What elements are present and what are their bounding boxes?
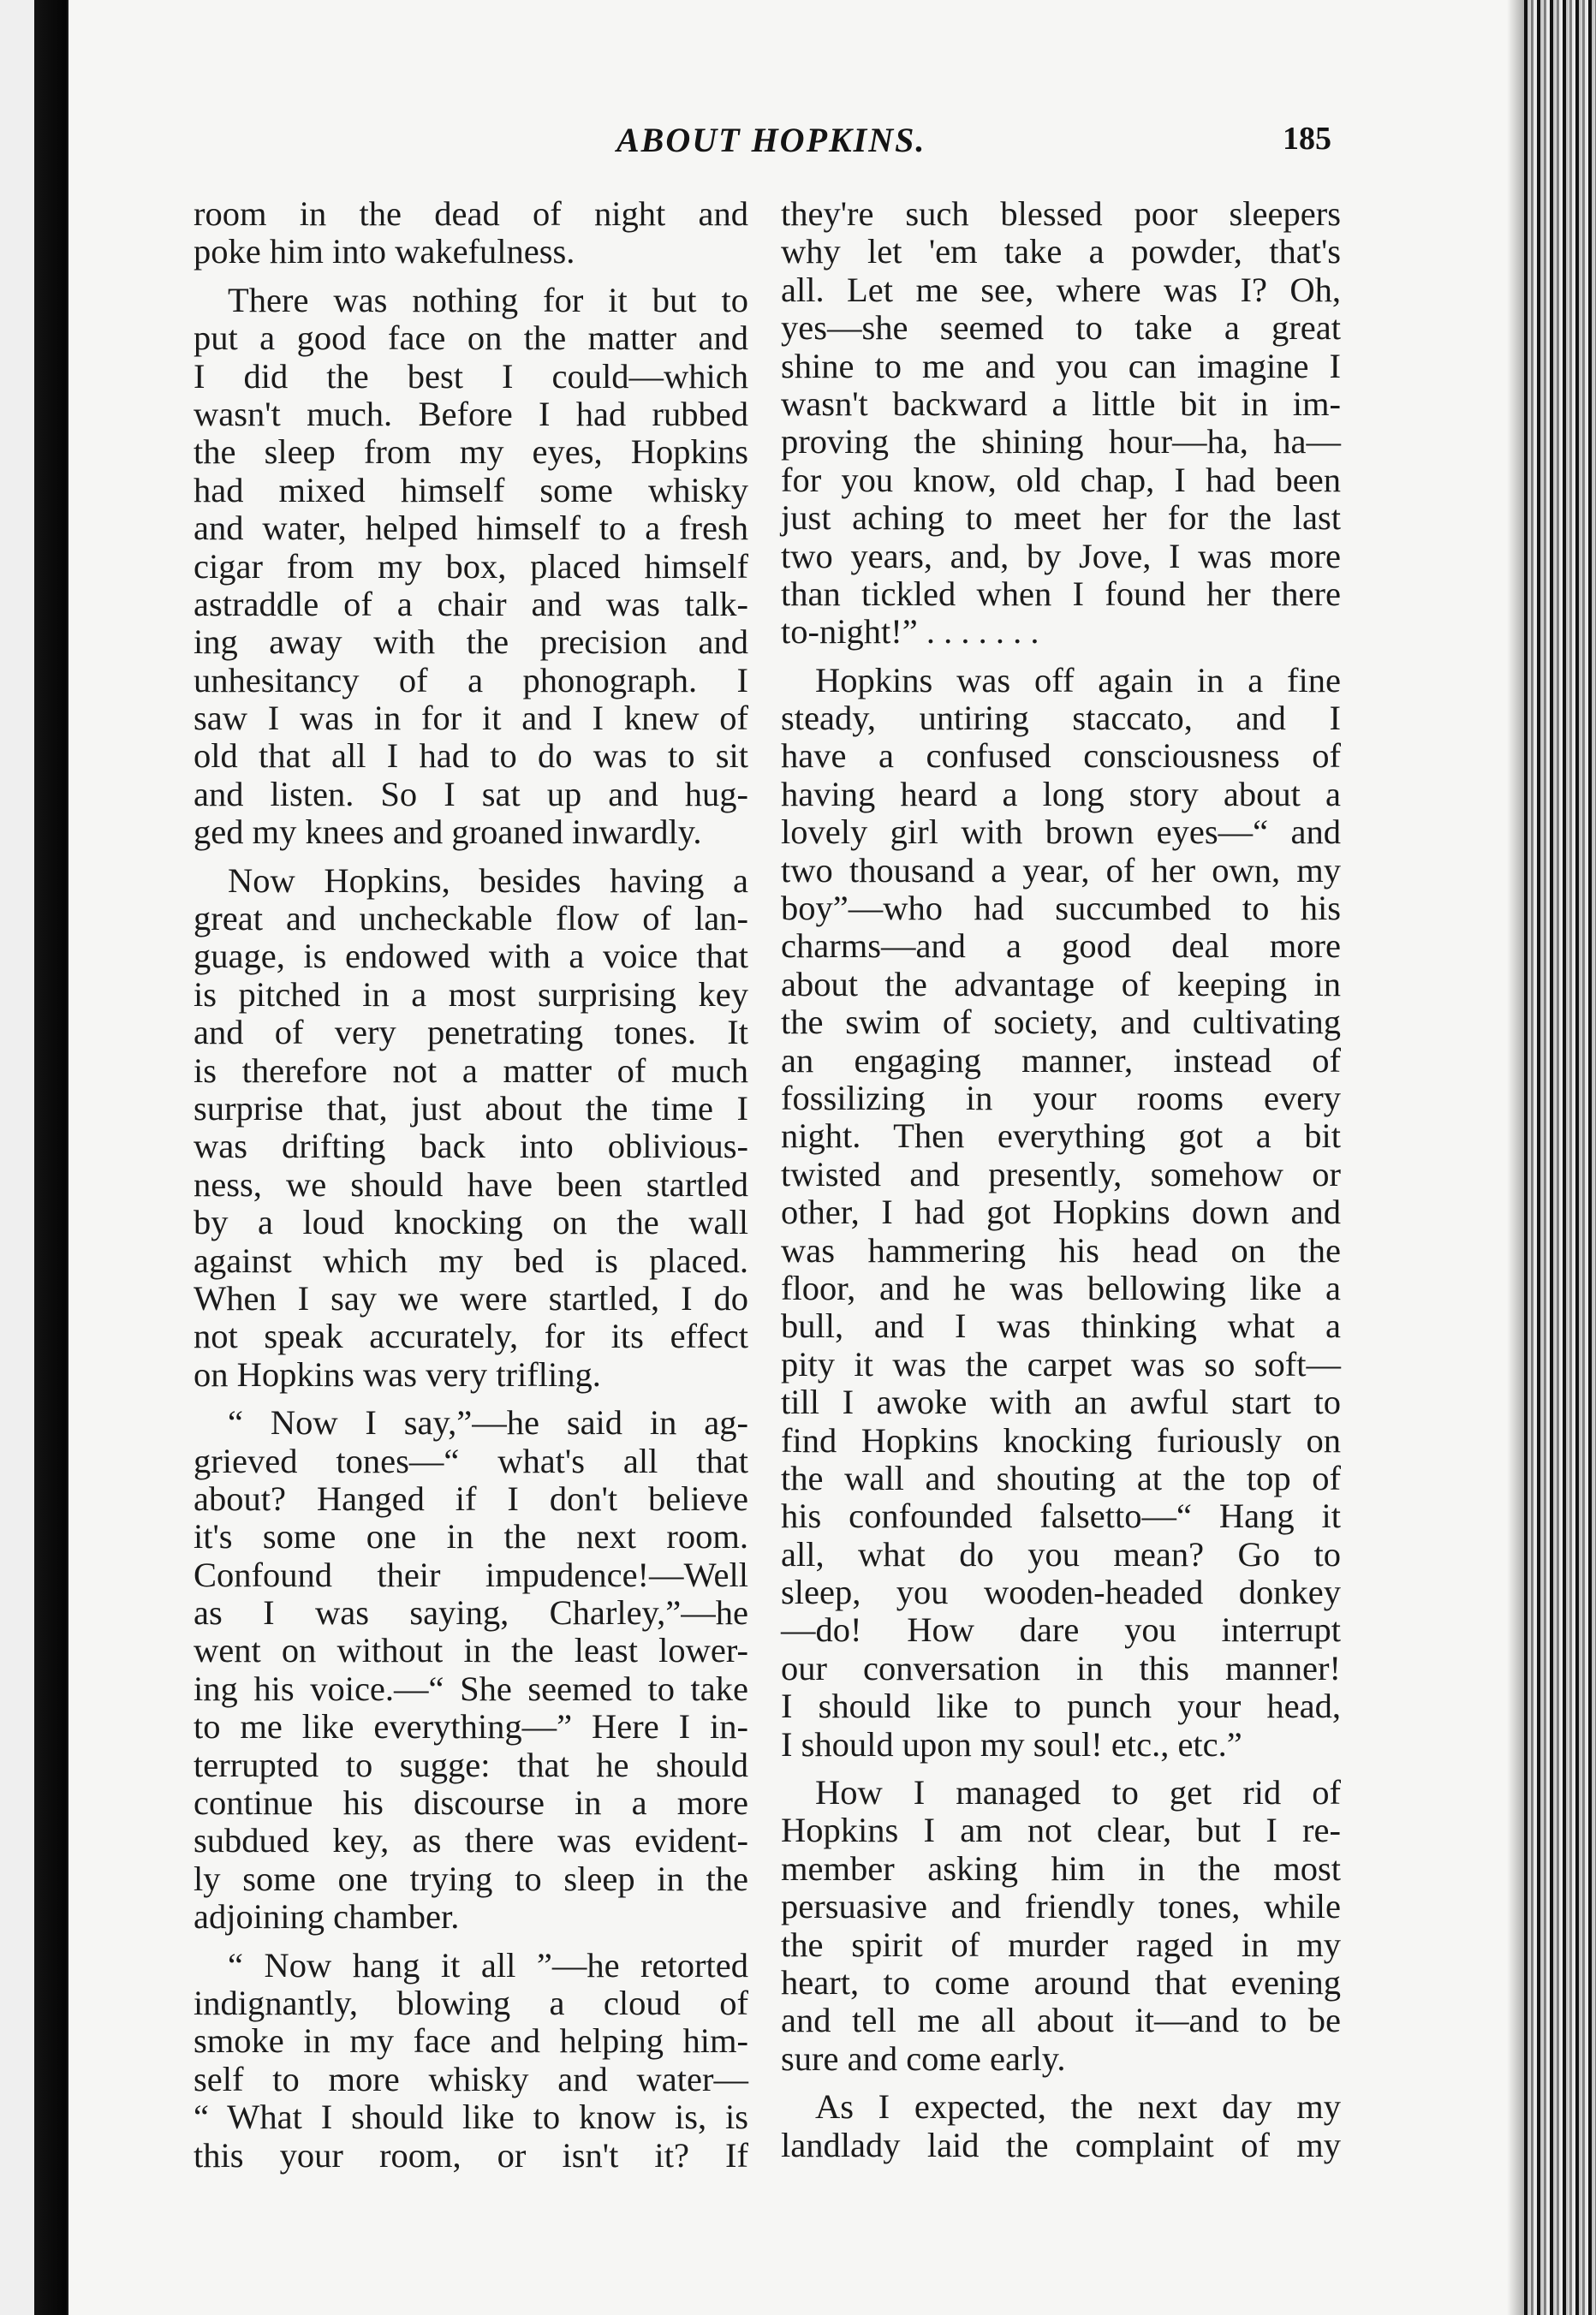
paragraph-gap <box>194 852 748 862</box>
text-line: about? Hanged if I don't believe <box>194 1479 748 1518</box>
text-line: subdued key, as there was evident- <box>194 1821 748 1860</box>
text-line: saw I was in for it and I knew of <box>194 699 748 738</box>
book-binding-edge <box>1524 0 1596 2315</box>
text-line: heart, to come around that evening <box>781 1962 1341 2002</box>
text-line: sleep, you wooden-headed donkey <box>781 1573 1341 1612</box>
text-line: was drifting back into oblivious- <box>194 1127 748 1166</box>
text-line: this your room, or isn't it? If <box>194 2135 748 2175</box>
text-line: to me like everything—” Here I in- <box>194 1707 748 1747</box>
text-line: persuasive and friendly tones, while <box>781 1887 1341 1926</box>
text-line: not speak accurately, for its effect <box>194 1317 748 1356</box>
text-line: ness, we should have been startled <box>194 1164 748 1204</box>
text-line: about the advantage of keeping in <box>781 964 1341 1003</box>
text-line: the spirit of murder raged in my <box>781 1925 1341 1964</box>
text-line: against which my bed is placed. <box>194 1241 748 1280</box>
page-number: 185 <box>1283 121 1331 157</box>
text-line: ged my knees and groaned inwardly. <box>194 812 702 852</box>
text-line: on Hopkins was very trifling. <box>194 1354 601 1394</box>
text-line: and tell me all about it—and to be <box>781 2001 1341 2040</box>
text-line: is therefore not a matter of much <box>194 1050 748 1090</box>
text-line: landlady laid the complaint of my <box>781 2125 1341 2164</box>
text-line: adjoining chamber. <box>194 1897 460 1937</box>
text-line: shine to me and you can imagine I <box>781 346 1341 385</box>
text-line: surprise that, just about the time I <box>194 1088 748 1128</box>
text-line: why let 'em take a powder, that's <box>781 232 1341 271</box>
paragraph-gap <box>781 652 1341 662</box>
text-line: two years, and, by Jove, I was more <box>781 536 1341 575</box>
text-line: by a loud knocking on the wall <box>194 1203 748 1242</box>
text-line: for you know, old chap, I had been <box>781 460 1341 499</box>
text-line: to-night!” . . . . . . . <box>781 612 1039 652</box>
text-line: I did the best I could—which <box>194 356 748 396</box>
text-line: continue his discourse in a more <box>194 1783 748 1823</box>
text-line: As I expected, the next day my <box>815 2087 1341 2127</box>
text-line: was hammering his head on the <box>781 1230 1341 1270</box>
text-line: an engaging manner, instead of <box>781 1040 1341 1080</box>
text-line: room in the dead of night and <box>194 194 748 233</box>
text-line: poke him into wakefulness. <box>194 232 575 271</box>
text-line: had mixed himself some whisky <box>194 470 748 509</box>
text-line: ing away with the precision and <box>194 622 748 662</box>
text-line: Hopkins was off again in a fine <box>815 660 1341 699</box>
text-line: “ Now hang it all ”—he retorted <box>228 1945 748 1985</box>
text-line: cigar from my box, placed himself <box>194 546 748 586</box>
paragraph-gap <box>194 271 748 282</box>
text-line: boy”—who had succumbed to his <box>781 889 1341 928</box>
text-line: There was nothing for it but to <box>228 280 748 319</box>
text-line: as I was saying, Charley,”—he <box>194 1593 748 1633</box>
text-line: guage, is endowed with a voice that <box>194 937 748 976</box>
running-title: ABOUT HOPKINS. <box>616 121 926 159</box>
text-line: the swim of society, and cultivating <box>781 1003 1341 1042</box>
text-line: How I managed to get rid of <box>815 1773 1341 1812</box>
left-column <box>194 195 748 2175</box>
text-line: proving the shining hour—ha, ha— <box>781 422 1341 461</box>
text-line: I should like to punch your head, <box>781 1687 1341 1726</box>
text-line: astraddle of a chair and was talk- <box>194 584 748 623</box>
text-line: twisted and presently, somehow or <box>781 1154 1341 1193</box>
text-line: terrupted to sugge: that he should <box>194 1745 748 1784</box>
text-line: and water, helped himself to a fresh <box>194 509 748 548</box>
text-line: great and uncheckable flow of lan- <box>194 899 748 938</box>
facing-page-strip <box>0 0 34 2315</box>
text-line: —do! How dare you interrupt <box>781 1610 1341 1650</box>
text-line: is pitched in a most surprising key <box>194 974 748 1014</box>
text-line: self to more whisky and water— <box>194 2059 748 2098</box>
text-line: pity it was the carpet was so soft— <box>781 1344 1341 1384</box>
text-line: other, I had got Hopkins down and <box>781 1193 1341 1232</box>
text-line: wasn't backward a little bit in im- <box>781 384 1341 423</box>
text-line: member asking him in the most <box>781 1848 1341 1888</box>
text-line: put a good face on the matter and <box>194 318 748 358</box>
text-line: Confound their impudence!—Well <box>194 1555 748 1594</box>
text-line: and listen. So I sat up and hug- <box>194 774 748 813</box>
text-line: sure and come early. <box>781 2038 1066 2078</box>
text-line: find Hopkins knocking furiously on <box>781 1420 1341 1460</box>
text-line: grieved tones—“ what's all that <box>194 1441 748 1480</box>
text-line: have a confused consciousness of <box>781 736 1341 776</box>
text-line: floor, and he was bellowing like a <box>781 1268 1341 1307</box>
text-line: all. Let me see, where was I? Oh, <box>781 270 1341 309</box>
text-line: went on without in the least lower- <box>194 1631 748 1670</box>
text-line: our conversation in this manner! <box>781 1648 1341 1687</box>
text-line: than tickled when I found her there <box>781 574 1341 613</box>
text-line: all, what do you mean? Go to <box>781 1534 1341 1574</box>
text-line: I should upon my soul! etc., etc.” <box>781 1724 1242 1764</box>
text-line: having heard a long story about a <box>781 774 1341 813</box>
text-line: steady, untiring staccato, and I <box>781 699 1341 738</box>
paragraph-gap <box>194 1937 748 1947</box>
text-line: they're such blessed poor sleepers <box>781 194 1341 233</box>
text-line: two thousand a year, of her own, my <box>781 850 1341 890</box>
text-line: the wall and shouting at the top of <box>781 1458 1341 1497</box>
text-line: Hopkins I am not clear, but I re- <box>781 1811 1341 1850</box>
text-line: “ Now I say,”—he said in ag- <box>228 1403 748 1443</box>
text-line: just aching to meet her for the last <box>781 498 1341 538</box>
text-line: lovely girl with brown eyes—“ and <box>781 812 1341 852</box>
text-line: ing his voice.—“ She seemed to take <box>194 1669 748 1708</box>
text-line: smoke in my face and helping him- <box>194 2021 748 2061</box>
right-column <box>781 195 1341 2164</box>
text-line: wasn't much. Before I had rubbed <box>194 394 748 433</box>
text-line: it's some one in the next room. <box>194 1517 748 1556</box>
text-line: yes—she seemed to take a great <box>781 308 1341 348</box>
text-line: unhesitancy of a phonograph. I <box>194 660 748 699</box>
text-line: his confounded falsetto—“ Hang it <box>781 1497 1341 1536</box>
text-line: indignantly, blowing a cloud of <box>194 1983 748 2022</box>
text-line: fossilizing in your rooms every <box>781 1078 1341 1117</box>
text-line: bull, and I was thinking what a <box>781 1306 1341 1346</box>
text-line: and of very penetrating tones. It <box>194 1013 748 1052</box>
text-line: the sleep from my eyes, Hopkins <box>194 432 748 472</box>
text-line: When I say we were startled, I do <box>194 1278 748 1318</box>
text-line: charms—and a good deal more <box>781 926 1341 966</box>
text-line: old that all I had to do was to sit <box>194 736 748 776</box>
text-line: “ What I should like to know is, is <box>194 2098 748 2137</box>
text-line: Now Hopkins, besides having a <box>228 860 748 900</box>
text-line: till I awoke with an awful start to <box>781 1383 1341 1422</box>
text-line: night. Then everything got a bit <box>781 1116 1341 1156</box>
text-line: ly some one trying to sleep in the <box>194 1859 748 1898</box>
